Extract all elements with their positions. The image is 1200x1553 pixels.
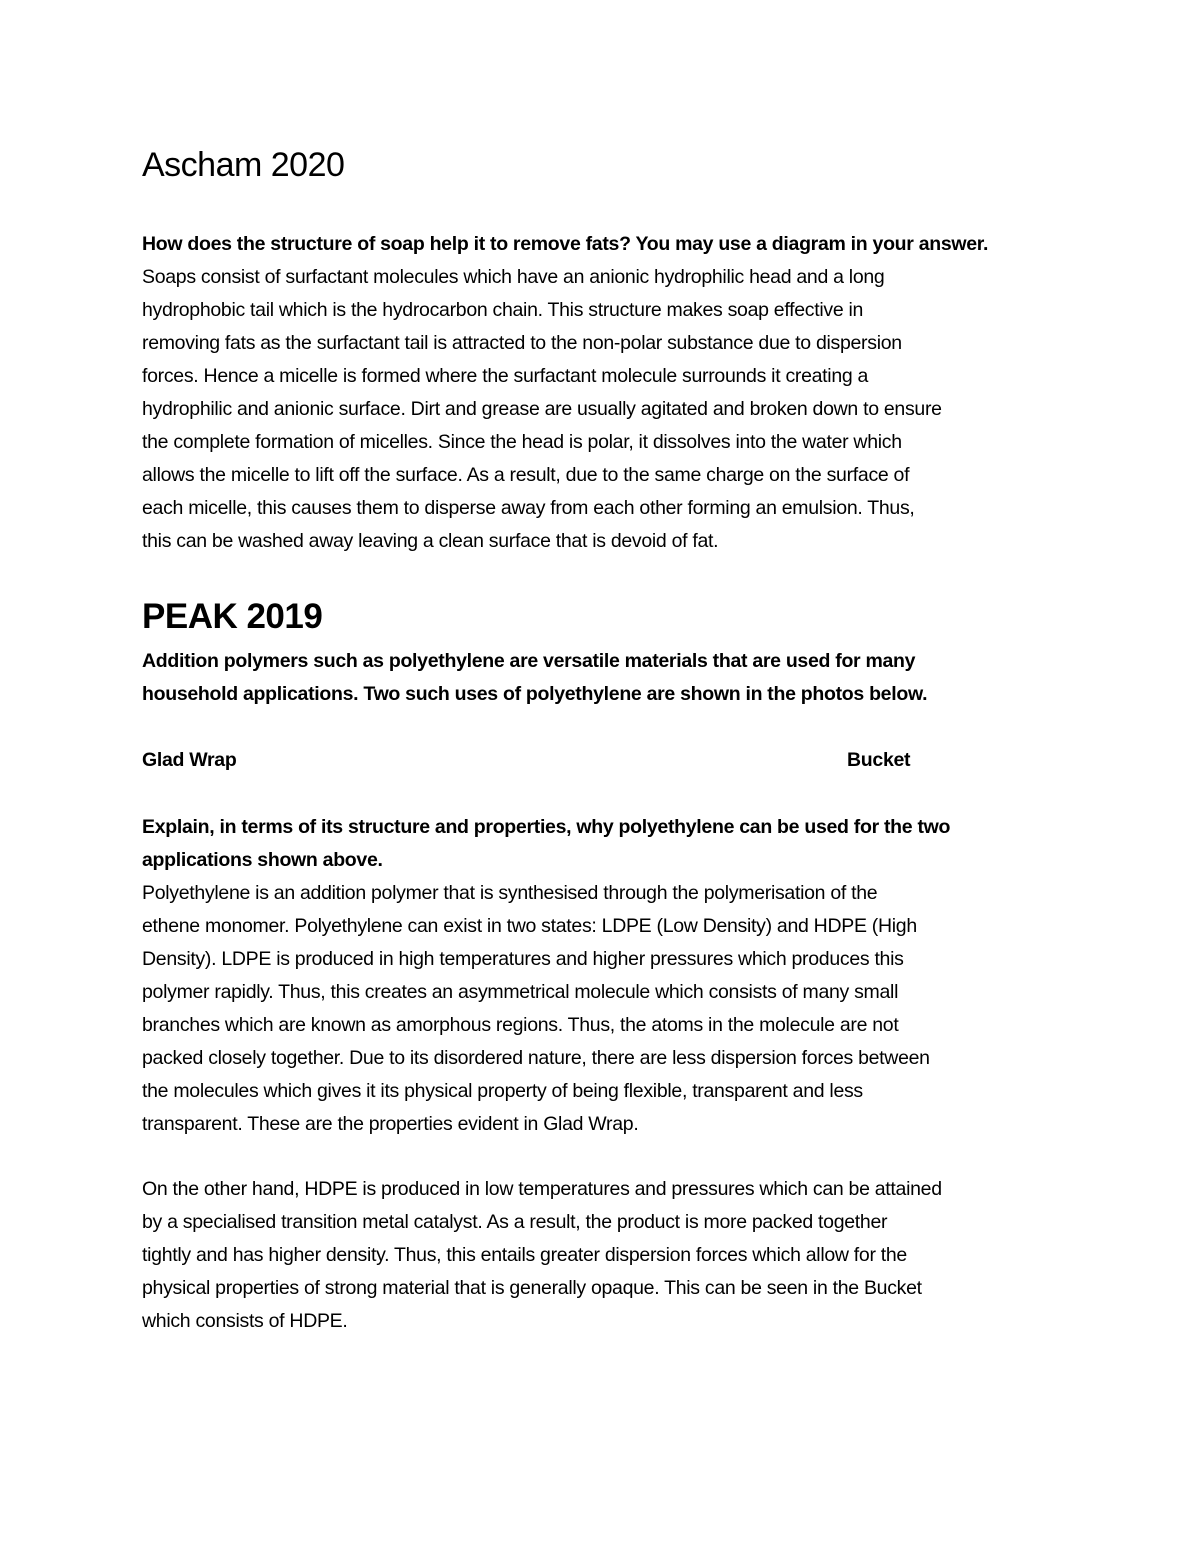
intro-line: Addition polymers such as polyethylene are versatile materials that are used for many xyxy=(142,650,916,672)
section-heading-peak: PEAK 2019 xyxy=(142,597,323,636)
answer-line: removing fats as the surfactant tail is attracted to the non-polar substance due to dispersion xyxy=(142,332,902,354)
question-line: applications shown above. xyxy=(142,849,383,871)
answer-line: packed closely together. Due to its disordered nature, there are less dispersion forces between xyxy=(142,1047,930,1069)
section-heading-ascham: Ascham 2020 xyxy=(142,146,345,184)
caption-glad-wrap: Glad Wrap xyxy=(142,749,237,771)
answer-line: hydrophobic tail which is the hydrocarbon chain. This structure makes soap effective in xyxy=(142,299,864,321)
answer-line: this can be washed away leaving a clean surface that is devoid of fat. xyxy=(142,530,719,552)
answer-line: polymer rapidly. Thus, this creates an asymmetrical molecule which consists of many small xyxy=(142,981,899,1003)
ascham-question: How does the structure of soap help it to remove fats? You may use a diagram in your answer. xyxy=(142,233,989,255)
answer-line: forces. Hence a micelle is formed where the surfactant molecule surrounds it creating a xyxy=(142,365,869,387)
answer-line: Polyethylene is an addition polymer that is synthesised through the polymerisation of the xyxy=(142,882,878,904)
photo-captions xyxy=(142,744,1067,777)
answer-line: by a specialised transition metal catalyst. As a result, the product is more packed together xyxy=(142,1211,888,1233)
peak-intro-block xyxy=(142,645,1067,711)
intro-line: household applications. Two such uses of polyethylene are shown in the photos below. xyxy=(142,683,928,705)
answer-line: each micelle, this causes them to disperse away from each other forming an emulsion. Thus, xyxy=(142,497,915,519)
caption-bucket: Bucket xyxy=(847,749,911,771)
answer-line: tightly and has higher density. Thus, this entails greater dispersion forces which allow for the xyxy=(142,1244,907,1266)
answer-line: allows the micelle to lift off the surface. As a result, due to the same charge on the surface of xyxy=(142,464,910,486)
peak-question-answer-block xyxy=(142,811,1067,1141)
answer-line: Soaps consist of surfactant molecules which have an anionic hydrophilic head and a long xyxy=(142,266,885,288)
answer-line: which consists of HDPE. xyxy=(142,1310,348,1332)
answer-line: Density). LDPE is produced in high temperatures and higher pressures which produces this xyxy=(142,948,904,970)
peak-answer-part2-block xyxy=(142,1173,1067,1338)
question-line: Explain, in terms of its structure and properties, why polyethylene can be used for the two xyxy=(142,816,951,838)
answer-line: the molecules which gives it its physical property of being flexible, transparent and less xyxy=(142,1080,863,1102)
answer-line: branches which are known as amorphous regions. Thus, the atoms in the molecule are not xyxy=(142,1014,899,1036)
answer-line: transparent. These are the properties evident in Glad Wrap. xyxy=(142,1113,639,1135)
answer-line: hydrophilic and anionic surface. Dirt and grease are usually agitated and broken down to ensure xyxy=(142,398,942,420)
answer-line: ethene monomer. Polyethylene can exist in two states: LDPE (Low Density) and HDPE (High xyxy=(142,915,917,937)
ascham-question-block xyxy=(142,228,1067,558)
answer-line: On the other hand, HDPE is produced in low temperatures and pressures which can be attained xyxy=(142,1178,942,1200)
answer-line: physical properties of strong material that is generally opaque. This can be seen in the Bucket xyxy=(142,1277,922,1299)
answer-line: the complete formation of micelles. Since the head is polar, it dissolves into the water which xyxy=(142,431,902,453)
